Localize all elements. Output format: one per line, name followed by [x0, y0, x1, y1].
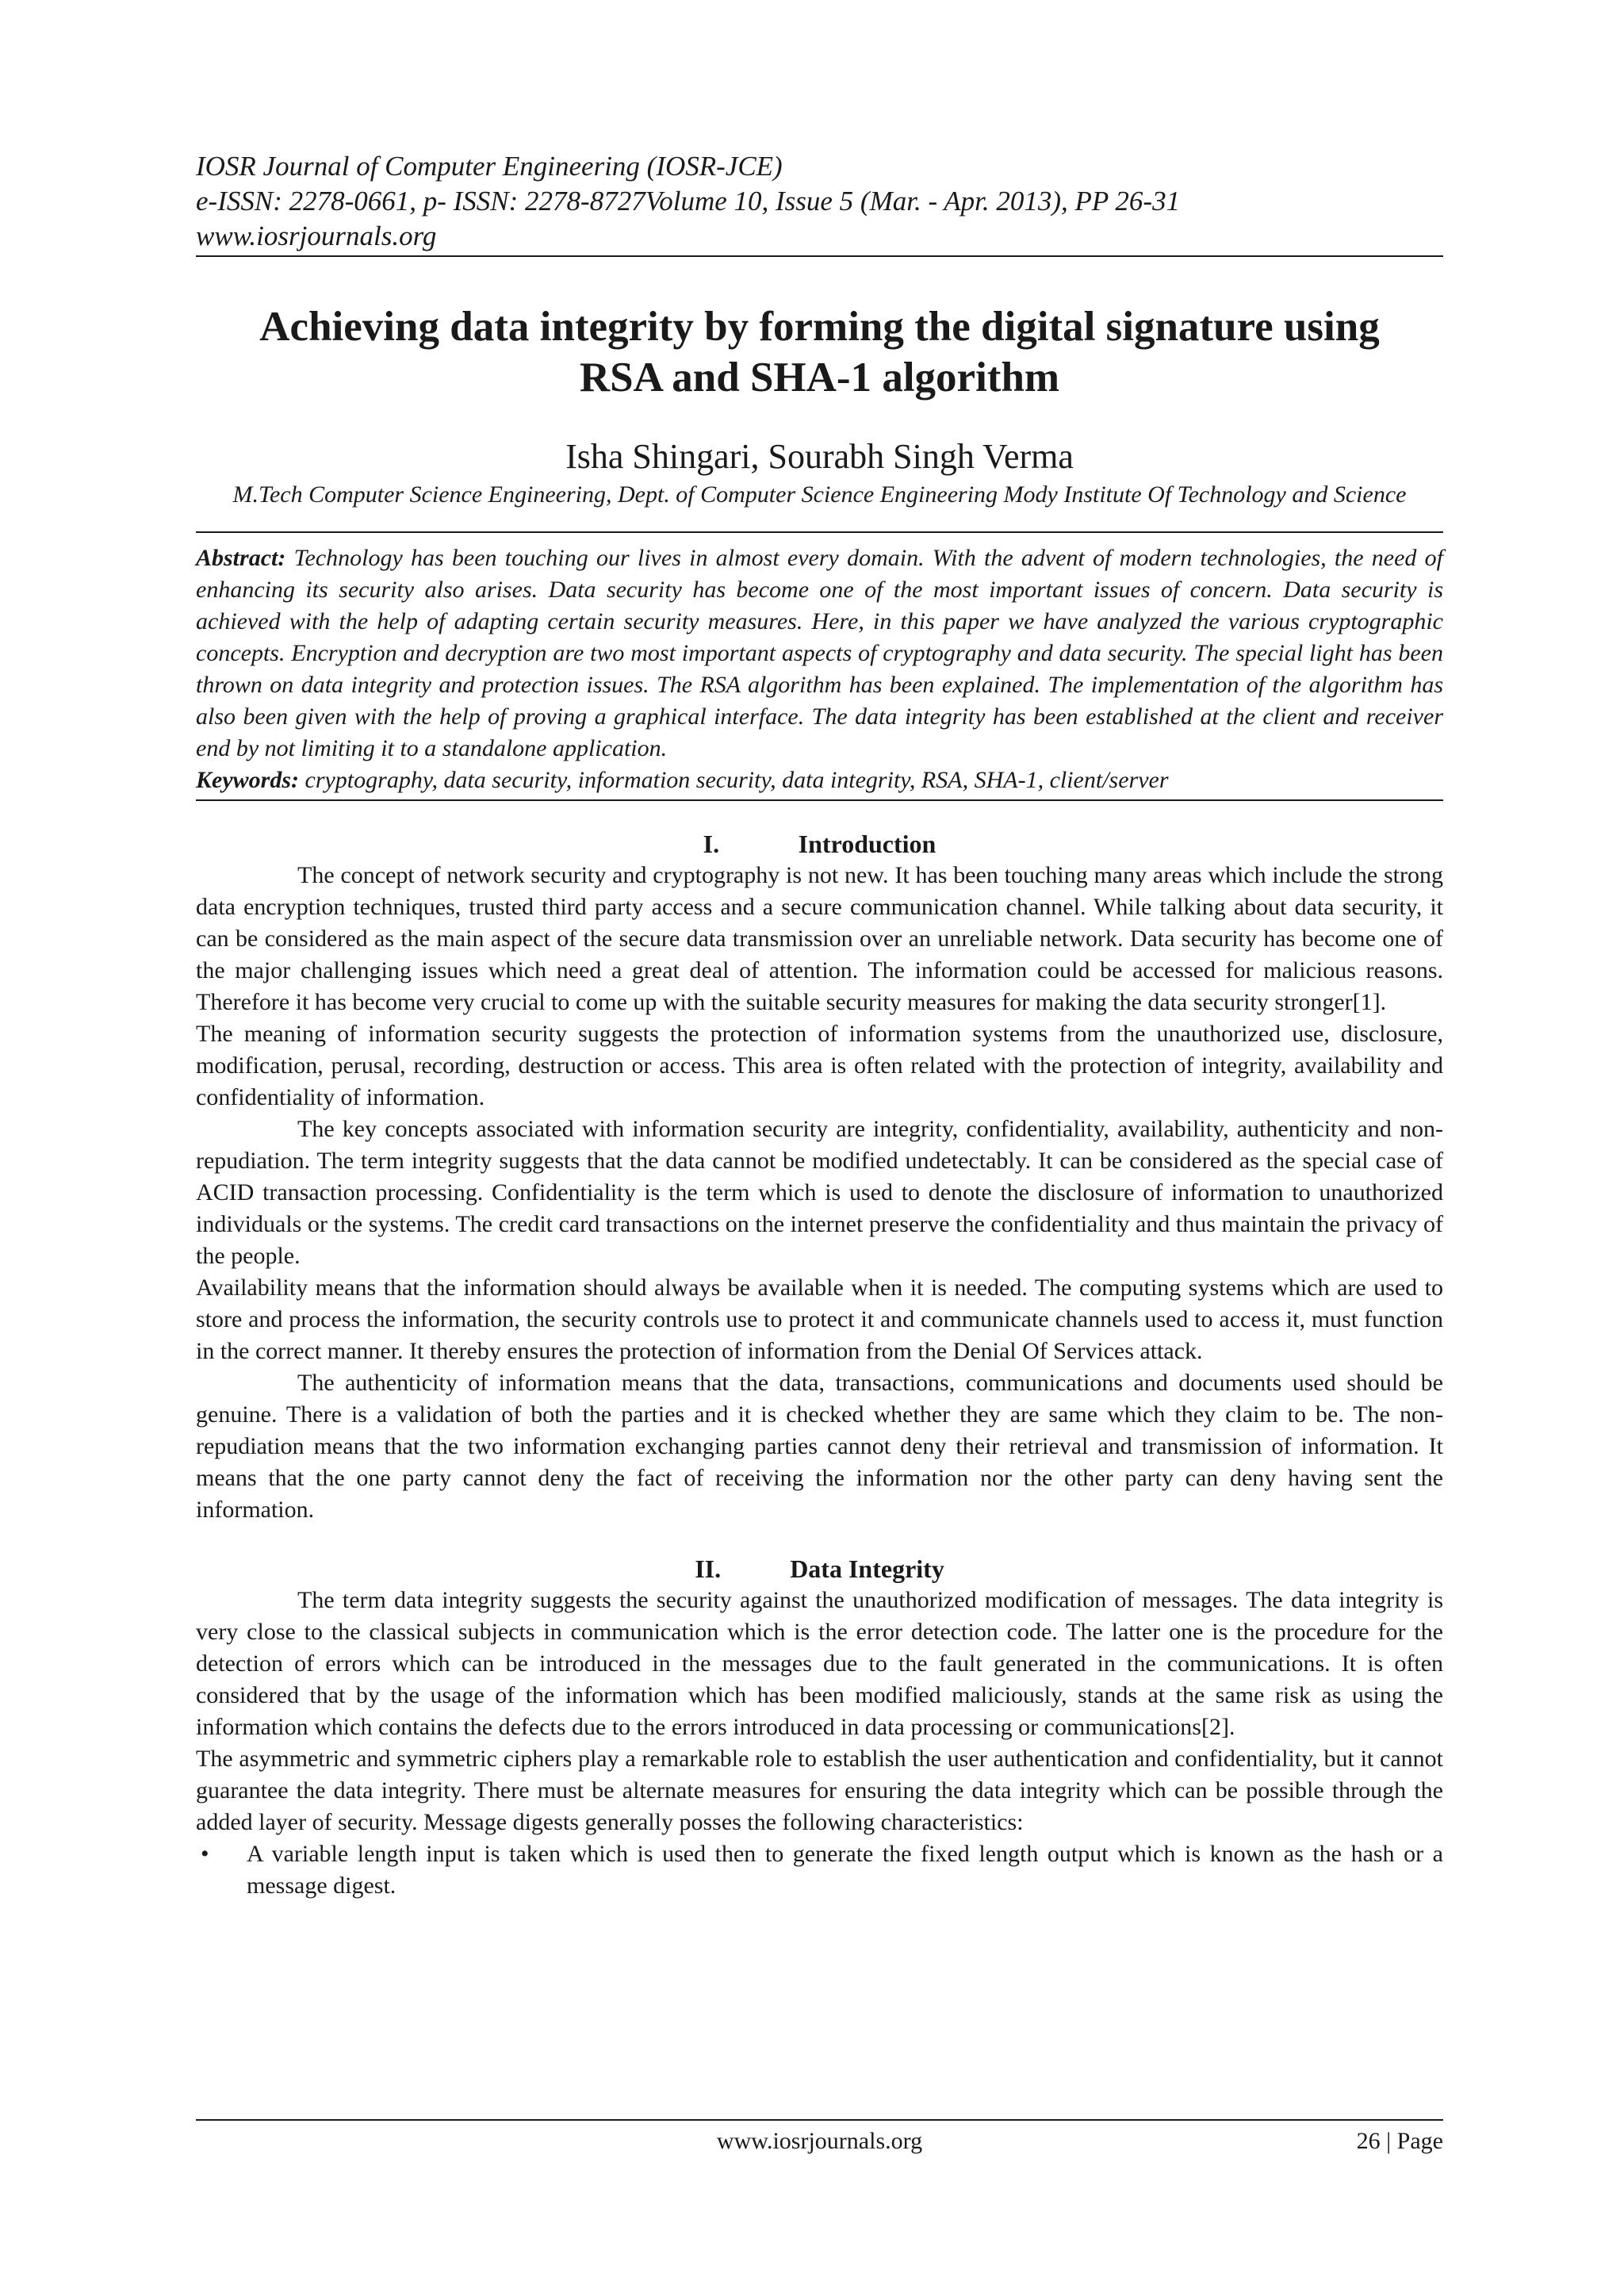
title-line-2: RSA and SHA-1 algorithm [579, 355, 1060, 401]
journal-website: www.iosrjournals.org [196, 220, 437, 251]
keywords-text: cryptography, data security, information security, data integrity, RSA, SHA-1, client/server [299, 767, 1169, 793]
page-footer [196, 2119, 1443, 2159]
paragraph: The meaning of information security suggests the protection of information systems from the unauthorized use, disclosure, modification, perusal, recording, destruction or access. This area is often related with the protection of integrity, availability and confidentiality of information. [196, 1021, 1443, 1110]
paragraph: Availability means that the information should always be available when it is needed. The computing systems which are used to store and process the information, the security controls use to protect it and communicate channels used to access it, must function in the correct manner. It thereby ensures the protection of information from the Denial Of Services attack. [196, 1274, 1443, 1364]
bullet-text: A variable length input is taken which is used then to generate the fixed length output which is known as the hash or a message digest. [247, 1841, 1443, 1899]
section-heading-data-integrity [196, 1553, 1443, 1585]
paper-page [196, 149, 1443, 1902]
page-number: 26 | Page [1356, 2128, 1443, 2154]
abstract-top-divider [196, 531, 1443, 533]
section-title: Introduction [798, 830, 936, 858]
abstract [196, 542, 1443, 765]
journal-name: IOSR Journal of Computer Engineering (IOSR-JCE) [196, 151, 783, 182]
journal-issn: e-ISSN: 2278-0661, p- ISSN: 2278-8727Volume 10, Issue 5 (Mar. - Apr. 2013), PP 26-31 [196, 186, 1181, 217]
abstract-text: Technology has been touching our lives in almost every domain. With the advent of modern technologies, the need of enhancing its security also arises. Data security has become one of the most important issues of concern. Data security is achieved with the help of adapting certain security measures. Here, in this paper we have analyzed the various cryptographic concepts. Encryption and decryption are two most important aspects of cryptography and data security. The special light has been thrown on data integrity and protection issues. The RSA algorithm has been explained. The implementation of the algorithm has also been given with the help of proving a graphical interface. The data integrity has been established at the client and receiver end by not limiting it to a standalone application. [196, 545, 1443, 761]
section-number: I. [703, 830, 720, 858]
abstract-bottom-divider [196, 799, 1443, 801]
bullet-item [196, 1838, 1443, 1902]
paragraph: The term data integrity suggests the security against the unauthorized modification of messages. The data integrity is very close to the classical subjects in communication which is the error detection code. The latter one is the procedure for the detection of errors which can be introduced in the messages due to the fault generated in the communications. It is often considered that by the usage of the information which has been modified maliciously, stands at the same risk as using the information which contains the defects due to the errors introduced in data processing or communications[2]. [196, 1587, 1443, 1740]
title-line-1: Achieving data integrity by forming the digital signature using [259, 304, 1380, 350]
bullet-icon: • [201, 1841, 209, 1867]
keywords [196, 765, 1443, 796]
paragraph: The authenticity of information means that the data, transactions, communications and documents used should be genuine. There is a validation of both the parties and it is checked whether they are same which they claim to be. The non-repudiation means that the two information exchanging parties cannot deny their retrieval and transmission of information. It means that the one party cannot deny the fact of receiving the information nor the other party can deny having sent the information. [196, 1370, 1443, 1523]
journal-header [196, 149, 1443, 254]
section-title: Data Integrity [790, 1554, 944, 1583]
paper-authors: Isha Shingari, Sourabh Singh Verma [565, 437, 1074, 476]
paragraph: The concept of network security and cryptography is not new. It has been touching many areas which include the strong data encryption techniques, trusted third party access and a secure communication channel. While talking about data security, it can be considered as the main aspect of the secure data transmission over an unreliable network. Data security has become one of the major challenging issues which need a great deal of attention. The information could be accessed for malicious reasons. Therefore it has become very crucial to come up with the suitable security measures for making the data security stronger[1]. [196, 862, 1443, 1015]
abstract-label: Abstract: [196, 545, 286, 571]
paragraph: The asymmetric and symmetric ciphers play a remarkable role to establish the user authentication and confidentiality, but it cannot guarantee the data integrity. There must be alternate measures for ensuring the data integrity which can be possible through the added layer of security. Message digests generally posses the following characteristics: [196, 1746, 1443, 1835]
footer-divider [196, 2119, 1443, 2121]
paper-title [196, 301, 1443, 403]
paragraph: The key concepts associated with information security are integrity, confidentiality, availability, authenticity and non-repudiation. The term integrity suggests that the data cannot be modified undetectably. It can be considered as the special case of ACID transaction processing. Confidentiality is the term which is used to denote the disclosure of information to unauthorized individuals or the systems. The credit card transactions on the internet preserve the confidentiality and thus maintain the privacy of the people. [196, 1116, 1443, 1269]
section-number: II. [695, 1554, 722, 1583]
author-affiliation: M.Tech Computer Science Engineering, Dept. of Computer Science Engineering Mody Institute Of Technology and Science [232, 481, 1407, 508]
section-heading-introduction [196, 828, 1443, 860]
keywords-label: Keywords: [196, 767, 299, 793]
footer-website: www.iosrjournals.org [716, 2128, 923, 2154]
header-divider [196, 255, 1443, 257]
